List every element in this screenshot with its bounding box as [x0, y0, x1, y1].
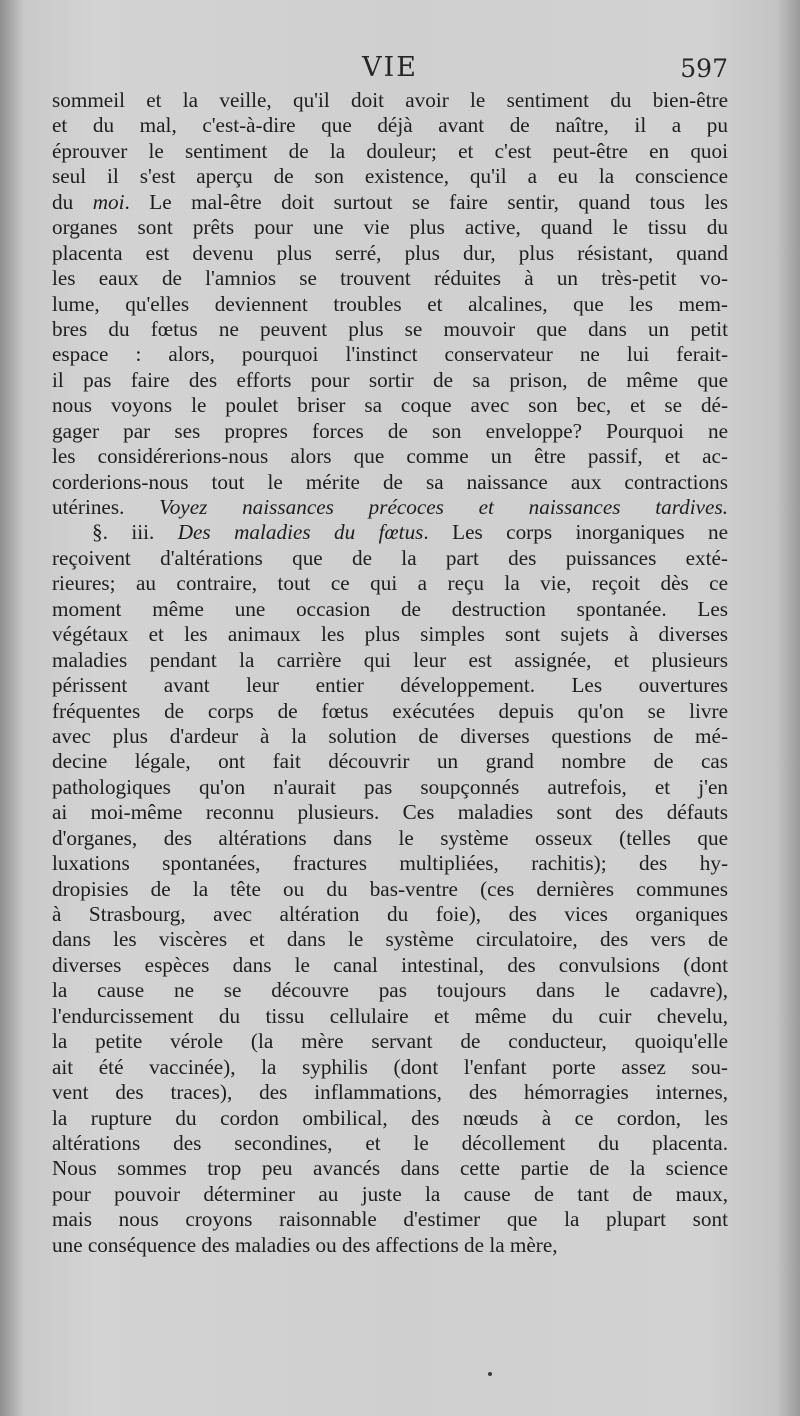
text-line: à Strasbourg, avec altération du foie), des vices organiques — [52, 902, 728, 926]
text-line: organes sont prêts pour une vie plus active, quand le tissu du — [52, 215, 728, 240]
text-line: les eaux de l'amnios se trouvent réduites à un très-petit vo- — [52, 266, 728, 291]
text-line: lume, qu'elles deviennent troubles et alcalines, que les mem- — [52, 291, 728, 316]
text-segment: . Le mal-être doit surtout se faire sentir, quand tous les — [124, 189, 728, 214]
ink-speck — [488, 1372, 492, 1376]
text-line: pour pouvoir déterminer au juste la cause de tant de maux, — [52, 1181, 728, 1206]
text-segment: du — [52, 189, 93, 214]
text-line: ai moi-même reconnu plusieurs. Ces maladies sont des défauts — [52, 800, 728, 825]
body-text — [52, 88, 728, 1258]
italic-term: moi — [92, 189, 125, 214]
text-line: ait été vaccinée), la syphilis (dont l'enfant porte assez sou- — [52, 1054, 728, 1079]
text-line: l'endurcissement du tissu cellulaire et même du cuir chevelu, — [52, 1003, 728, 1028]
section-title: Des maladies du fœtus — [177, 520, 424, 545]
text-line: dropisies de la tête ou du bas-ventre (ces dernières communes — [52, 876, 728, 901]
text-line: pathologiques qu'on n'aurait pas soupçonnés autrefois, et j'en — [52, 774, 728, 799]
text-line — [52, 495, 728, 520]
text-line: espace : alors, pourquoi l'instinct conservateur ne lui ferait- — [52, 342, 728, 367]
text-line: végétaux et les animaux les plus simples sont sujets à diverses — [52, 622, 728, 647]
text-line: les considérerions-nous alors que comme un être passif, et ac- — [52, 444, 728, 469]
page-number: 597 — [680, 54, 728, 83]
text-line: luxations spontanées, fractures multipliées, rachitis); des hy- — [52, 851, 728, 876]
text-line: maladies pendant la carrière qui leur est assignée, et plusieurs — [52, 647, 728, 672]
text-line: bres du fœtus ne peuvent plus se mouvoir que dans un petit — [52, 316, 728, 341]
text-line: Nous sommes trop peu avancés dans cette partie de la science — [52, 1156, 728, 1181]
text-line: nous voyons le poulet briser sa coque avec son bec, et se dé- — [52, 393, 728, 418]
text-line: dans les viscères et dans le système circulatoire, des vers de — [52, 927, 728, 952]
text-line: moment même une occasion de destruction spontanée. Les — [52, 596, 728, 621]
section-sign: §. — [92, 520, 132, 545]
text-line: rieures; au contraire, tout ce qui a reçu la vie, reçoit dès ce — [52, 571, 728, 596]
text-line: sommeil et la veille, qu'il doit avoir le sentiment du bien-être — [52, 88, 728, 112]
text-line: fréquentes de corps de fœtus exécutées depuis qu'on se livre — [52, 698, 728, 723]
text-segment: . Les corps inorganiques ne — [423, 520, 728, 545]
cross-reference: Voyez naissances précoces et naissances tardives. — [159, 495, 728, 519]
text-line: seul il s'est aperçu de son existence, qu'il a eu la conscience — [52, 164, 728, 189]
text-line: diverses espèces dans le canal intestinal, des convulsions (dont — [52, 952, 728, 977]
text-line: la rupture du cordon ombilical, des nœuds à ce cordon, les — [52, 1105, 728, 1130]
text-line: corderions-nous tout le mérite de sa naissance aux contractions — [52, 469, 728, 494]
text-line: une conséquence des maladies ou des affections de la mère, — [52, 1232, 558, 1257]
text-line: périssent avant leur entier développement. Les ouvertures — [52, 673, 728, 698]
text-line: la cause ne se découvre pas toujours dans le cadavre), — [52, 978, 728, 1003]
page-header — [52, 52, 728, 86]
running-title: VIE — [362, 52, 418, 83]
text-line: decine légale, ont fait découvrir un grand nombre de cas — [52, 749, 728, 774]
text-line: vent des traces), des inflammations, des hémorragies internes, — [52, 1080, 728, 1105]
section-heading-line — [52, 520, 728, 545]
text-line: avec plus d'ardeur à la solution de diverses questions de mé- — [52, 723, 728, 748]
text-line: mais nous croyons raisonnable d'estimer que la plupart sont — [52, 1207, 728, 1232]
section-number: iii. — [131, 520, 178, 545]
text-line: altérations des secondines, et le décollement du placenta. — [52, 1130, 728, 1155]
text-line: et du mal, c'est-à-dire que déjà avant de naître, il a pu — [52, 113, 728, 138]
text-line: il pas faire des efforts pour sortir de sa prison, de même que — [52, 367, 728, 392]
text-line: gager par ses propres forces de son enveloppe? Pourquoi ne — [52, 418, 728, 443]
text-line: la petite vérole (la mère servant de conducteur, quoiqu'elle — [52, 1029, 728, 1054]
text-line: reçoivent d'altérations que de la part des puissances exté- — [52, 545, 728, 570]
text-segment: utérines. — [52, 495, 160, 519]
text-line: éprouver le sentiment de la douleur; et c'est peut-être en quoi — [52, 138, 728, 163]
text-line: d'organes, des altérations dans le système osseux (telles que — [52, 825, 728, 850]
text-line — [52, 190, 728, 215]
text-line: placenta est devenu plus serré, plus dur, plus résistant, quand — [52, 240, 728, 265]
